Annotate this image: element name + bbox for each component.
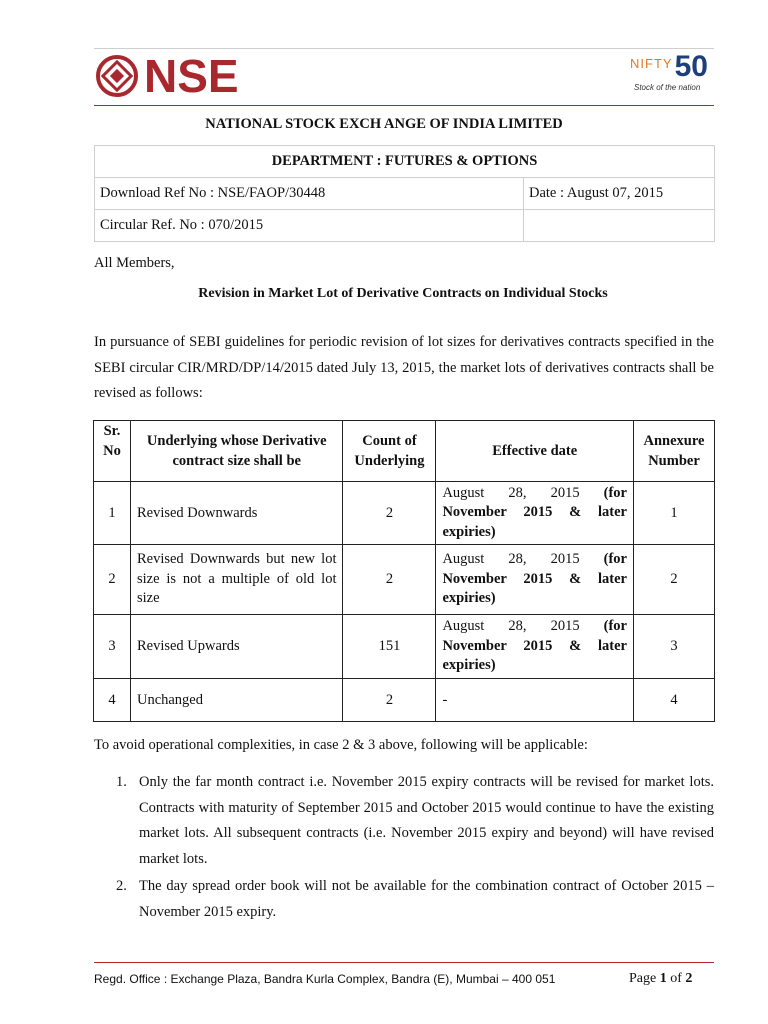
row-effective <box>436 545 634 615</box>
empty-cell <box>524 210 715 242</box>
subject-heading: Revision in Market Lot of Derivative Contracts on Individual Stocks <box>198 286 608 301</box>
row-effective-date: August 28, 2015 <box>442 618 580 635</box>
nse-logo <box>96 50 239 102</box>
row-annexure: 4 <box>633 679 714 722</box>
row-count: 151 <box>343 615 436 679</box>
circular-info-table <box>94 145 715 242</box>
row-effective <box>436 615 634 679</box>
row-effective-date: August 28, 2015 <box>442 551 580 568</box>
row-underlying: Revised Upwards <box>130 615 343 679</box>
registered-office: Regd. Office : Exchange Plaza, Bandra Kurla Complex, Bandra (E), Mumbai – 400 051 <box>94 972 556 986</box>
header-annexure: Annexure Number <box>633 421 714 482</box>
row-annexure: 1 <box>633 482 714 545</box>
applicability-note: To avoid operational complexities, in case 2 & 3 above, following will be applicable: <box>94 737 588 753</box>
page-of: of <box>670 971 682 986</box>
circular-date: Date : August 07, 2015 <box>524 178 715 210</box>
nse-emblem-icon <box>96 55 138 97</box>
nifty-logo-number: 50 <box>674 50 708 83</box>
row-effective-date: August 28, 2015 <box>442 484 580 501</box>
header-sr-no: Sr. No <box>94 421 131 482</box>
table-row <box>94 615 715 679</box>
row-sr: 4 <box>94 679 131 722</box>
header-count: Count of Underlying <box>343 421 436 482</box>
page-current: 1 <box>659 971 667 986</box>
table-header-row <box>94 421 715 482</box>
page-label: Page <box>629 971 657 986</box>
page-total: 2 <box>685 971 693 986</box>
header-red-rule <box>94 105 714 106</box>
header-effective-date: Effective date <box>436 421 634 482</box>
row-underlying: Revised Downwards but new lot size is not a multiple of old lot size <box>130 545 343 615</box>
row-effective-note: (for November 2015 & later expiries) <box>442 618 627 674</box>
row-sr: 3 <box>94 615 131 679</box>
list-text: Only the far month contract i.e. November 2015 expiry contracts will be revised for market lots. Contracts with maturity of September 2015 and October 2015 would continue to have the existing market lots. All subsequent contracts (i.e. November 2015 expiry and beyond) will have revised market lots. <box>139 774 714 867</box>
row-sr: 1 <box>94 482 131 545</box>
row-effective-date: - <box>442 691 448 708</box>
row-effective <box>436 482 634 545</box>
company-name: NATIONAL STOCK EXCH ANGE OF INDIA LIMITED <box>205 116 563 132</box>
table-row <box>94 545 715 615</box>
intro-paragraph: In pursuance of SEBI guidelines for periodic revision of lot sizes for derivatives contracts specified in the SEBI circular CIR/MRD/DP/14/2015 dated July 13, 2015, the market lots of derivatives contracts shall be revised as follows: <box>94 334 714 401</box>
applicability-list <box>94 770 714 927</box>
nifty50-logo <box>630 50 720 101</box>
nse-logo-text: NSE <box>144 50 239 102</box>
row-annexure: 2 <box>633 545 714 615</box>
table-row <box>94 679 715 722</box>
header-top-rule <box>94 48 714 49</box>
row-effective-note: (for November 2015 & later expiries) <box>442 484 627 540</box>
row-annexure: 3 <box>633 615 714 679</box>
row-effective <box>436 679 634 722</box>
row-count: 2 <box>343 679 436 722</box>
list-number: 1. <box>116 774 127 790</box>
header-underlying: Underlying whose Derivative contract size shall be <box>130 421 343 482</box>
row-underlying: Revised Downwards <box>130 482 343 545</box>
list-item <box>94 874 714 925</box>
list-number: 2. <box>116 878 127 894</box>
department-heading: DEPARTMENT : FUTURES & OPTIONS <box>95 146 715 178</box>
row-count: 2 <box>343 545 436 615</box>
row-effective-note: (for November 2015 & later expiries) <box>442 551 627 607</box>
lot-revision-table <box>93 420 715 722</box>
nifty-tagline: Stock of the nation <box>634 83 701 92</box>
salutation: All Members, <box>94 255 175 271</box>
page-number <box>629 971 692 987</box>
download-ref: Download Ref No : NSE/FAOP/30448 <box>95 178 524 210</box>
circular-ref: Circular Ref. No : 070/2015 <box>95 210 524 242</box>
row-underlying: Unchanged <box>130 679 343 722</box>
list-text: The day spread order book will not be available for the combination contract of October 2015 – November 2015 expiry. <box>139 878 714 920</box>
list-item <box>94 770 714 872</box>
row-count: 2 <box>343 482 436 545</box>
nifty-logo-text: NIFTY <box>630 56 673 71</box>
row-sr: 2 <box>94 545 131 615</box>
table-row <box>94 482 715 545</box>
footer-red-rule <box>94 962 714 963</box>
